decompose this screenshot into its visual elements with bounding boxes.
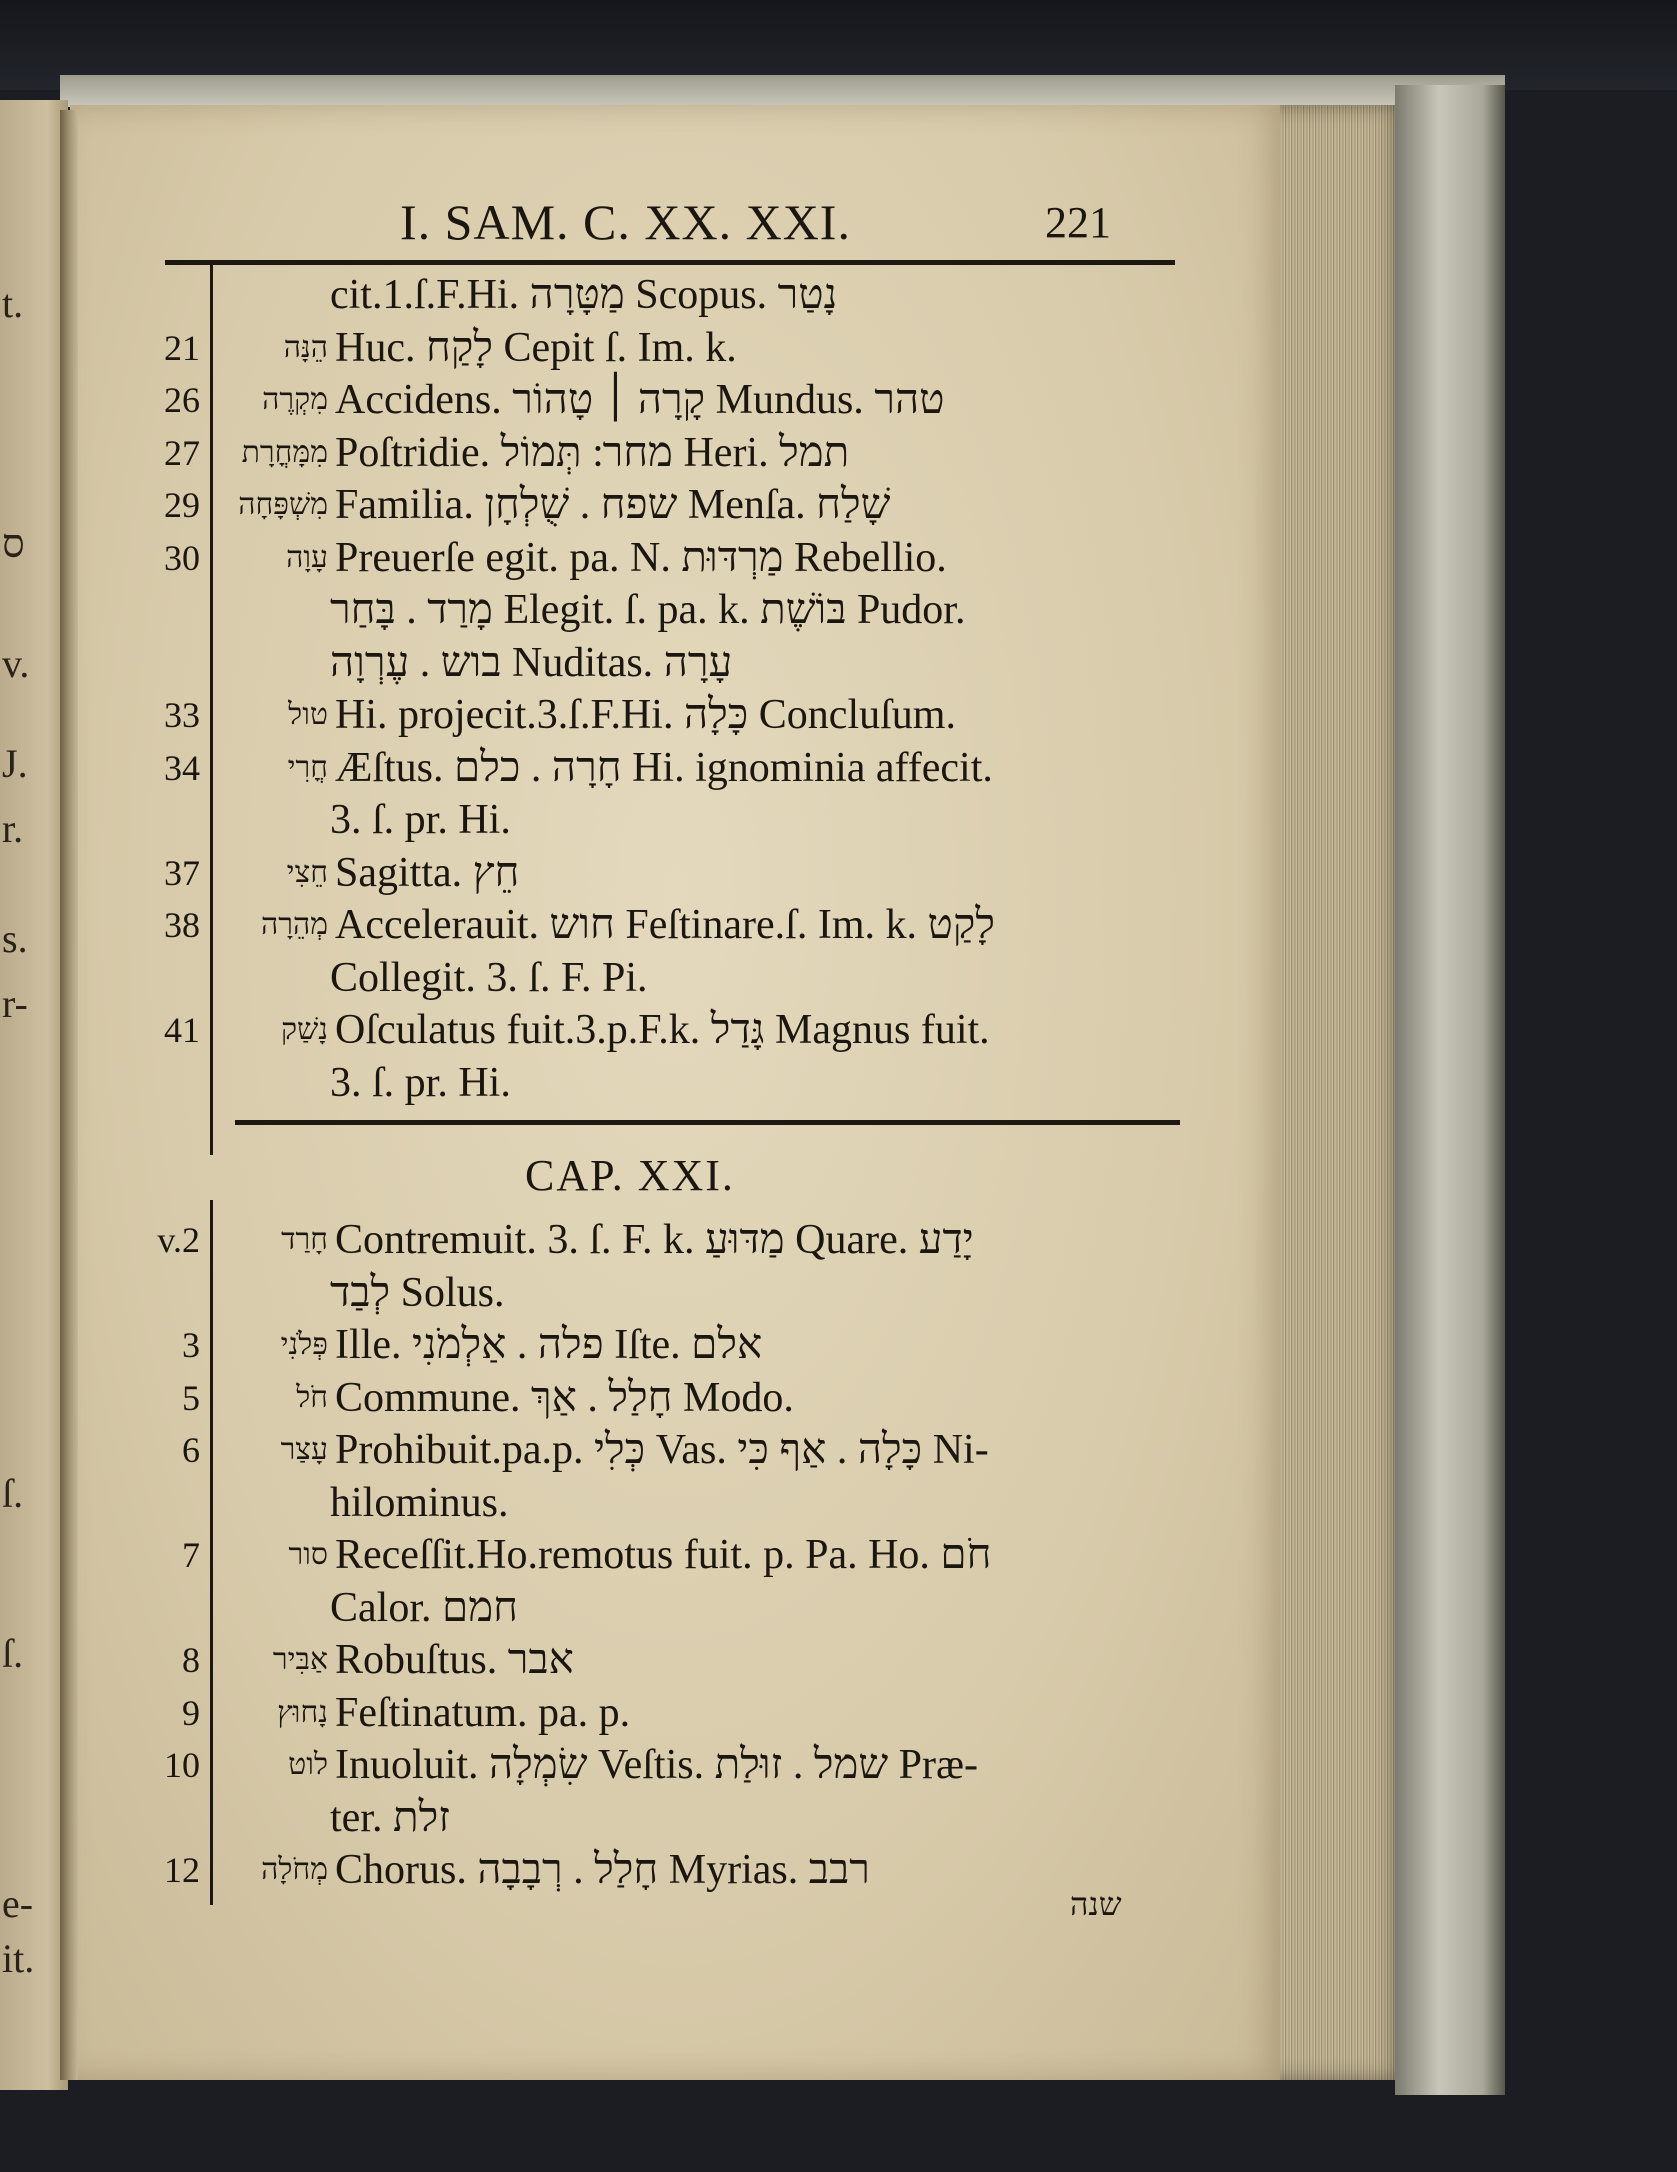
page-number: 221 bbox=[1045, 198, 1111, 247]
book-cover-edge bbox=[1395, 85, 1505, 2095]
entry-row bbox=[70, 1478, 1180, 1528]
entry-row bbox=[70, 1005, 1180, 1055]
entry-row bbox=[70, 743, 1180, 793]
chapter-heading: CAP. XXI. bbox=[525, 1151, 735, 1200]
gloss-text: Feſtinatum. pa. p. bbox=[335, 1689, 631, 1736]
hebrew-headword: פְּלֹנִי bbox=[280, 1327, 328, 1362]
hebrew-headword: חֳרִי bbox=[287, 749, 328, 785]
entry-row bbox=[70, 1425, 1180, 1475]
book-cover-top-edge bbox=[60, 75, 1505, 107]
gloss-text: cit.1.ſ.F.Hi. מַטָּרָה Scopus. נָטַר bbox=[330, 272, 838, 318]
verse-number: 33 bbox=[164, 695, 200, 735]
entry-row bbox=[70, 533, 1180, 583]
verse-number: 21 bbox=[164, 327, 200, 368]
entry-row bbox=[70, 1740, 1180, 1790]
left-page-edge bbox=[0, 100, 68, 2090]
hebrew-headword: מְחֹלָה bbox=[261, 1852, 328, 1887]
hebrew-headword: סור bbox=[288, 1537, 328, 1572]
entry-row bbox=[70, 585, 1180, 635]
gloss-text: 3. ſ. pr. Hi. bbox=[330, 1059, 511, 1106]
verse-number: 3 bbox=[182, 1325, 200, 1365]
gloss-text: Accidens. קָרָה ׀ טָהוֹר Mundus. טהר bbox=[335, 377, 945, 423]
gloss-text: Collegit. 3. ſ. F. Pi. bbox=[330, 954, 648, 1001]
hebrew-headword: נָשַׁק bbox=[280, 1012, 328, 1047]
gloss-text: Robuſtus. אבר bbox=[335, 1637, 574, 1683]
gloss-text: Preuerſe egit. pa. N. מַרְדּוּת Rebellio. bbox=[335, 534, 947, 581]
hebrew-headword: חֵצִי bbox=[286, 854, 328, 890]
entry-row bbox=[70, 900, 1180, 950]
hebrew-headword: אַבִּיר bbox=[272, 1642, 328, 1677]
entry-row bbox=[70, 1320, 1180, 1370]
left-page-fragment: ſ. bbox=[2, 1471, 24, 1516]
entry-row bbox=[70, 795, 1180, 845]
entry-row bbox=[70, 1215, 1180, 1265]
verse-number: 29 bbox=[164, 485, 200, 525]
entry-row bbox=[70, 323, 1180, 373]
hebrew-headword: מִקְרֶה bbox=[262, 382, 328, 417]
entry-row bbox=[70, 1793, 1180, 1843]
hebrew-headword: מְהֵרָה bbox=[260, 907, 328, 942]
hebrew-headword: מִשְׁפָּחָה bbox=[238, 487, 328, 522]
verse-number: 30 bbox=[164, 537, 200, 578]
gloss-text: Prohibuit.pa.p. כְּלִי Vas. כָּלָה . אַף כִּי Ni- bbox=[335, 1427, 989, 1473]
left-page-fragment: v. bbox=[2, 641, 30, 686]
hebrew-headword: נָחוּץ bbox=[277, 1694, 328, 1730]
verse-number: 6 bbox=[182, 1430, 200, 1470]
page-content bbox=[70, 105, 1280, 2080]
entry-row bbox=[70, 1688, 1180, 1738]
gloss-text: Huc. לָקַח Cepit ſ. Im. k. bbox=[335, 324, 737, 371]
entry-row bbox=[70, 690, 1180, 740]
left-page-fragment: r- bbox=[2, 981, 28, 1026]
entry-row bbox=[70, 1635, 1180, 1685]
gloss-text: Calor. חמם bbox=[330, 1584, 518, 1631]
gloss-text: ter. זלת bbox=[330, 1794, 450, 1841]
gloss-text: Ille. פלה . אַלְמֹנִי Iſte. אלם bbox=[335, 1322, 763, 1368]
verse-number: 26 bbox=[164, 380, 200, 420]
verse-number: 9 bbox=[182, 1692, 200, 1733]
entry-row bbox=[70, 1845, 1180, 1895]
verse-number: 27 bbox=[164, 432, 200, 473]
verse-number: 7 bbox=[182, 1535, 200, 1575]
entry-row bbox=[70, 375, 1180, 425]
verse-number: 41 bbox=[164, 1010, 200, 1050]
verse-number: 8 bbox=[182, 1640, 200, 1680]
gloss-text: לְבַד Solus. bbox=[330, 1269, 505, 1316]
hebrew-headword: עָוָה bbox=[286, 539, 328, 575]
hebrew-headword: מִמָּחֳרָת bbox=[241, 434, 328, 470]
verse-number: 38 bbox=[164, 905, 200, 945]
left-page-fragment: ס bbox=[2, 521, 25, 566]
hebrew-headword: חֹל bbox=[296, 1379, 328, 1415]
verse-number: 5 bbox=[182, 1377, 200, 1418]
gloss-text: Æſtus. חָרָה . כלם Hi. ignominia affecit. bbox=[335, 744, 993, 791]
left-page-fragment: t. bbox=[2, 281, 24, 326]
gloss-text: Familia. שפח . שֻׁלְחָן Menſa. שָׁלַח bbox=[335, 482, 891, 528]
entry-row bbox=[70, 270, 1180, 320]
gloss-text: Commune. חָלַל . אַךְ Modo. bbox=[335, 1374, 794, 1421]
entry-row bbox=[70, 638, 1180, 688]
entry-row bbox=[70, 953, 1180, 1003]
gloss-text: Oſculatus fuit.3.p.F.k. גָּדַל Magnus fuit. bbox=[335, 1007, 990, 1053]
verse-number: 37 bbox=[164, 852, 200, 893]
verse-number: 12 bbox=[164, 1850, 200, 1890]
verse-number: v.2 bbox=[157, 1220, 200, 1260]
gloss-text: מָרַד . בָּחַר Elegit. ſ. pa. k. בּוֹשֶׁת Pudor. bbox=[330, 587, 966, 633]
left-page-fragment: J. bbox=[2, 741, 28, 786]
entry-row bbox=[70, 1373, 1180, 1423]
catchword: שנה bbox=[1070, 1885, 1122, 1923]
entry-row bbox=[70, 1058, 1180, 1108]
entry-row bbox=[70, 1583, 1180, 1633]
gloss-text: Contremuit. 3. ſ. F. k. מַדּוּעַ Quare. יָדַע bbox=[335, 1217, 974, 1263]
gloss-text: Inuoluit. שִׂמְלָה Veſtis. שמל . זוּלַת Præ- bbox=[335, 1742, 978, 1788]
hebrew-headword: חָרַד bbox=[281, 1222, 328, 1257]
left-page-fragment: e- bbox=[2, 1881, 34, 1926]
header-rule bbox=[165, 260, 1175, 265]
entry-row bbox=[70, 1268, 1180, 1318]
left-page-fragment: r. bbox=[2, 806, 24, 851]
left-page-fragment: s. bbox=[2, 916, 28, 961]
chapter-rule bbox=[235, 1120, 1180, 1125]
gloss-text: Sagitta. חֵץ bbox=[335, 849, 520, 896]
gloss-text: Chorus. חָלַל . רְבָבָה Myrias. רבב bbox=[335, 1847, 870, 1893]
left-page-fragment: ſ. bbox=[2, 1631, 24, 1676]
left-page-fragment: it. bbox=[2, 1936, 35, 1981]
hebrew-headword: הֵנָּה bbox=[283, 329, 328, 365]
hebrew-headword: טול bbox=[288, 697, 328, 732]
gloss-text: hilominus. bbox=[330, 1479, 509, 1526]
entry-row bbox=[70, 848, 1180, 898]
hebrew-headword: עָצַר bbox=[280, 1432, 328, 1467]
hebrew-headword: לוט bbox=[288, 1747, 328, 1782]
gloss-text: Poſtridie. מחר ׃ תְּמוֹל Heri. תמל bbox=[335, 429, 850, 476]
gloss-text: Accelerauit. חוש Feſtinare.ſ. Im. k. לָקַט bbox=[335, 902, 995, 948]
gloss-text: Receſſit.Ho.remotus fuit. p. Pa. Ho. חֹם bbox=[335, 1532, 992, 1578]
entry-row bbox=[70, 1530, 1180, 1580]
gloss-text: Hi. projecit.3.ſ.F.Hi. כָּלָה Concluſum. bbox=[335, 692, 956, 738]
verse-number: 10 bbox=[164, 1745, 200, 1785]
gloss-text: בוש . עֶרְוָה Nuditas. עָרָה bbox=[330, 639, 733, 686]
entry-row bbox=[70, 428, 1180, 478]
running-header: I. SAM. C. XX. XXI. bbox=[400, 194, 851, 250]
gloss-text: 3. ſ. pr. Hi. bbox=[330, 797, 511, 843]
entry-row bbox=[70, 480, 1180, 530]
verse-number: 34 bbox=[164, 747, 200, 788]
